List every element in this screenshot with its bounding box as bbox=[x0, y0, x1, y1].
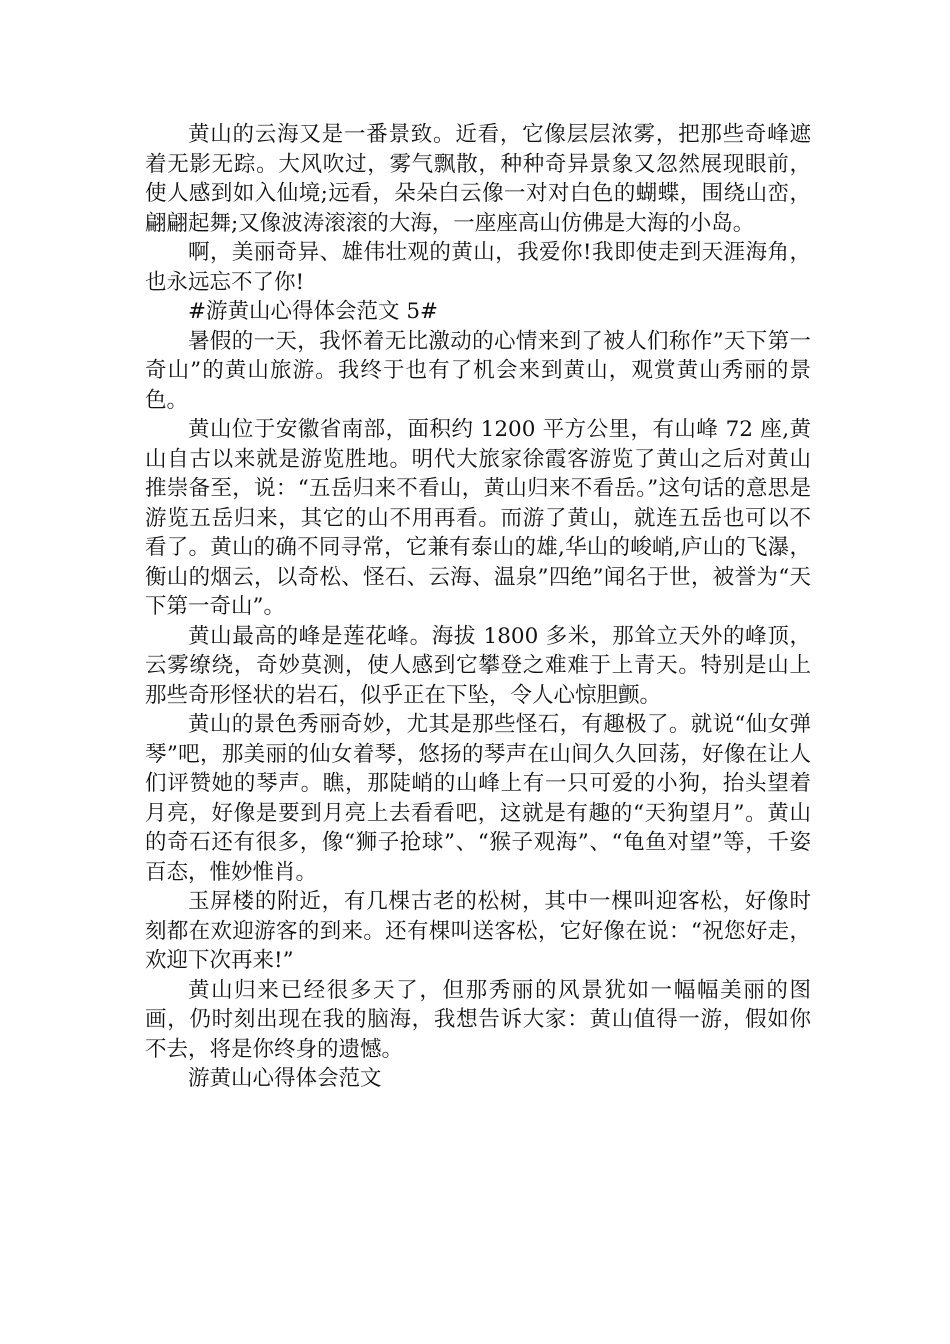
paragraph-lotus-peak: 黄山最高的峰是莲花峰。海拔 1800 多米，那耸立天外的峰顶，云雾缭绕，奇妙莫测，使人感到它攀登之难难于上青天。特别是山上那些奇形怪状的岩石，似乎正在下坠，令人心惊胆颤。 bbox=[145, 623, 811, 708]
document-body bbox=[145, 120, 811, 1094]
paragraph-welcoming-pine: 玉屏楼的附近，有几棵古老的松树，其中一棵叫迎客松，好像时刻都在欢迎游客的到来。还有棵叫送客松，它好像在说：“祝您好走，欢迎下次再来!” bbox=[145, 889, 811, 973]
paragraph-love-huangshan: 啊，美丽奇异、雄伟壮观的黄山，我爱你!我即使走到天涯海角，也永远忘不了你! bbox=[145, 240, 811, 295]
paragraph-title-footer: 游黄山心得体会范文 bbox=[188, 1066, 382, 1091]
paragraph-location-and-fame: 黄山位于安徽省南部，面积约 1200 平方公里，有山峰 72 座,黄山自古以来就是游览胜地。明代大旅家徐霞客游览了黄山之后对黄山推崇备至，说：“五岳归来不看山，黄山归来不看岳。”这句话的意思是游览五岳归来，其它的山不用再看。而游了黄山，就连五岳也可以不看了。黄山的确不同寻常，它兼有泰山的雄,华山的峻峭,庐山的飞瀑，衡山的烟云，以奇松、怪石、云海、温泉”四绝”闻名于世，被誉为“天下第一奇山”。 bbox=[145, 417, 811, 619]
section-heading-essay-5: #游黄山心得体会范文 5# bbox=[188, 299, 439, 324]
paragraph-summer-trip: 暑假的一天，我怀着无比激动的心情来到了被人们称作”天下第一奇山”的黄山旅游。我终于也有了机会来到黄山，观赏黄山秀丽的景色。 bbox=[145, 328, 811, 413]
paragraph-conclusion: 黄山归来已经很多天了，但那秀丽的风景犹如一幅幅美丽的图画，仍时刻出现在我的脑海，我想告诉大家：黄山值得一游，假如你不去，将是你终身的遗憾。 bbox=[145, 977, 811, 1062]
paragraph-strange-rocks: 黄山的景色秀丽奇妙，尤其是那些怪石，有趣极了。就说“仙女弹琴”吧，那美丽的仙女着琴，悠扬的琴声在山间久久回荡，好像在让人们评赞她的琴声。瞧，那陡峭的山峰上有一只可爱的小狗，抬头望着月亮，好像是要到月亮上去看看吧，这就是有趣的“天狗望月”。黄山的奇石还有很多，像“狮子抢球”、“猴子观海”、“龟鱼对望”等，千姿百态，惟妙惟肖。 bbox=[145, 712, 811, 885]
paragraph-huangshan-sea-of-clouds: 黄山的云海又是一番景致。近看，它像层层浓雾，把那些奇峰遮着无影无踪。大风吹过，雾气飘散，种种奇异景象又忽然展现眼前，使人感到如入仙境;远看，朵朵白云像一对对白色的蝴蝶，围绕山峦，翩翩起舞;又像波涛滚滚的大海，一座座高山仿佛是大海的小岛。 bbox=[145, 122, 811, 236]
